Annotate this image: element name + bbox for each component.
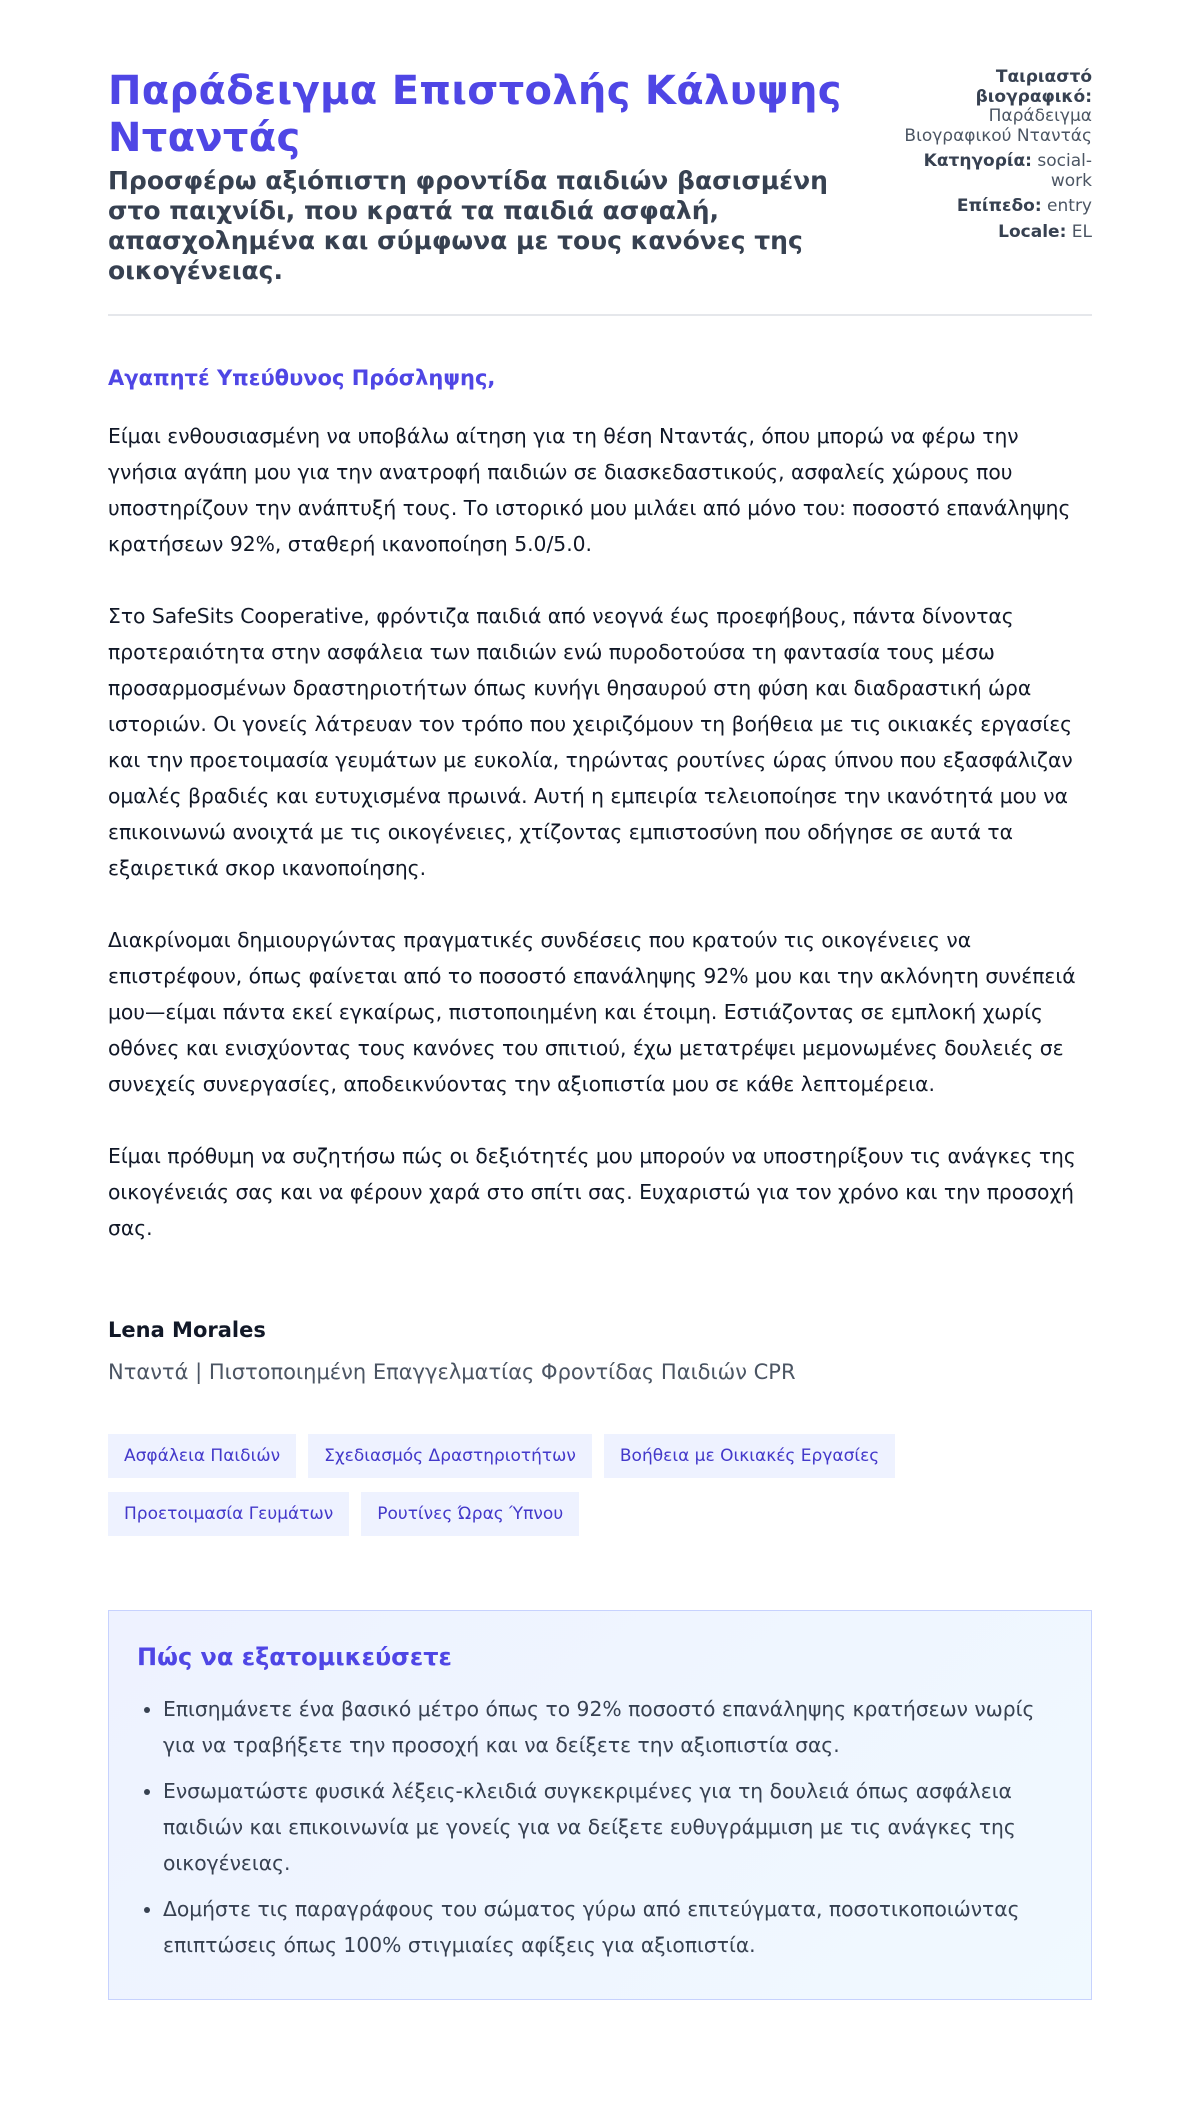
- meta-resume-match: [897, 68, 1092, 146]
- meta-level-value: entry: [1047, 196, 1092, 216]
- meta-panel: [897, 68, 1092, 248]
- meta-resume-match-value: Παράδειγμα Βιογραφικού Νταντάς: [904, 106, 1092, 146]
- skill-tag: Σχεδιασμός Δραστηριοτήτων: [308, 1434, 592, 1478]
- meta-category-label: Κατηγορία:: [923, 151, 1032, 171]
- page-tagline: Προσφέρω αξιόπιστη φροντίδα παιδιών βασισμένη στο παιχνίδι, που κρατά τα παιδιά ασφαλή, απασχολημένα και σύμφωνα με τους κανόνες της οικογένειας.: [108, 166, 828, 285]
- page-title: Παράδειγμα Επιστολής Κάλυψης Νταντάς: [108, 68, 842, 161]
- customization-tips-box: [108, 1610, 1092, 2000]
- letter-paragraph-3: Διακρίνομαι δημιουργώντας πραγματικές συνδέσεις που κρατούν τις οικογένειες να επιστρέφουν, όπως φαίνεται από το ποσοστό επανάληψης 92% μου και την ακλόνητη συνέπειά μου—είμαι πάντα εκεί εγκαίρως, πιστοποιημένη και έτοιμη. Εστιάζοντας σε εμπλοκή χωρίς οθόνες και ενισχύοντας τους κανόνες του σπιτιού, έχω μετατρέψει μεμονωμένες δουλειές σε συνεχείς συνεργασίες, αποδεικνύοντας την αξιοπιστία μου σε κάθε λεπτομέρεια.: [108, 928, 1076, 1096]
- meta-locale-value: EL: [1071, 221, 1092, 242]
- meta-locale: [897, 223, 1092, 243]
- skill-tag: Ρουτίνες Ώρας Ύπνου: [361, 1492, 579, 1536]
- meta-category-value: social-work: [1037, 151, 1092, 191]
- skill-tag: Ασφάλεια Παιδιών: [108, 1434, 296, 1478]
- meta-resume-match-label: Ταιριαστό βιογραφικό:: [975, 67, 1092, 107]
- tips-list: [137, 1691, 1063, 1963]
- skill-tag: Προετοιμασία Γευμάτων: [108, 1492, 349, 1536]
- tip-item: • Ενσωματώστε φυσικά λέξεις-κλειδιά συγκεκριμένες για τη δουλειά όπως ασφάλεια παιδιών και επικοινωνία με γονείς για να δείξετε ευθυγράμμιση με τις ανάγκες της οικογένειας.: [163, 1773, 1063, 1881]
- tip-item: • Επισημάνετε ένα βασικό μέτρο όπως το 92% ποσοστό επανάληψης κρατήσεων νωρίς για να τραβήξετε την προσοχή και να δείξετε την αξιοπιστία σας.: [163, 1691, 1063, 1763]
- skill-tag: Βοήθεια με Οικιακές Εργασίες: [604, 1434, 895, 1478]
- letter-header: [108, 68, 1092, 316]
- meta-locale-label: Locale:: [998, 221, 1067, 242]
- letter-paragraph-1: Είμαι ενθουσιασμένη να υποβάλω αίτηση για τη θέση Νταντάς, όπου μπορώ να φέρω την γνήσια αγάπη μου για την ανατροφή παιδιών σε διασκεδαστικούς, ασφαλείς χώρους που υποστηρίζουν την ανάπτυξή τους. Το ιστορικό μου μιλάει από μόνο του: ποσοστό επανάληψης κρατήσεων 92%, σταθερή ικανοποίηση 5.0/5.0.: [108, 424, 1071, 556]
- letter-paragraph-4: Είμαι πρόθυμη να συζητήσω πώς οι δεξιότητές μου μπορούν να υποστηρίξουν τις ανάγκες της οικογένειάς σας και να φέρουν χαρά στο σπίτι σας. Ευχαριστώ για τον χρόνο και την προσοχή σας.: [108, 1144, 1076, 1240]
- tip-item: • Δομήστε τις παραγράφους του σώματος γύρω από επιτεύγματα, ποσοτικοποιώντας επιπτώσεις όπως 100% στιγμιαίες αφίξεις για αξιοπιστία.: [163, 1891, 1063, 1963]
- skill-tags: [108, 1434, 968, 1536]
- signature-role: Νταντά | Πιστοποιημένη Επαγγελματίας Φροντίδας Παιδιών CPR: [108, 1360, 796, 1384]
- meta-category: [897, 152, 1092, 191]
- signature: [108, 1316, 1092, 1386]
- letter-body: [108, 364, 1092, 1246]
- meta-level-label: Επίπεδο:: [956, 196, 1042, 216]
- tips-title: Πώς να εξατομικεύσετε: [137, 1643, 452, 1671]
- letter-greeting: Αγαπητέ Υπεύθυνος Πρόσληψης,: [108, 366, 496, 390]
- signature-name: Lena Morales: [108, 1318, 266, 1342]
- meta-level: [897, 197, 1092, 217]
- letter-paragraph-2: Στο SafeSits Cooperative, φρόντιζα παιδιά από νεογνά έως προεφήβους, πάντα δίνοντας προτεραιότητα στην ασφάλεια των παιδιών ενώ πυροδοτούσα τη φαντασία τους μέσω προσαρμοσμένων δραστηριοτήτων όπως κυνήγι θησαυρού στη φύση και διαδραστική ώρα ιστοριών. Οι γονείς λάτρευαν τον τρόπο που χειριζόμουν τη βοήθεια με τις οικιακές εργασίες και την προετοιμασία γευμάτων με ευκολία, τηρώντας ρουτίνες ώρας ύπνου που εξασφάλιζαν ομαλές βραδιές και ευτυχισμένα πρωινά. Αυτή η εμπειρία τελειοποίησε την ικανότητά μου να επικοινωνώ ανοιχτά με τις οικογένειες, χτίζοντας εμπιστοσύνη που οδήγησε σε αυτά τα εξαιρετικά σκορ ικανοποίησης.: [108, 604, 1073, 880]
